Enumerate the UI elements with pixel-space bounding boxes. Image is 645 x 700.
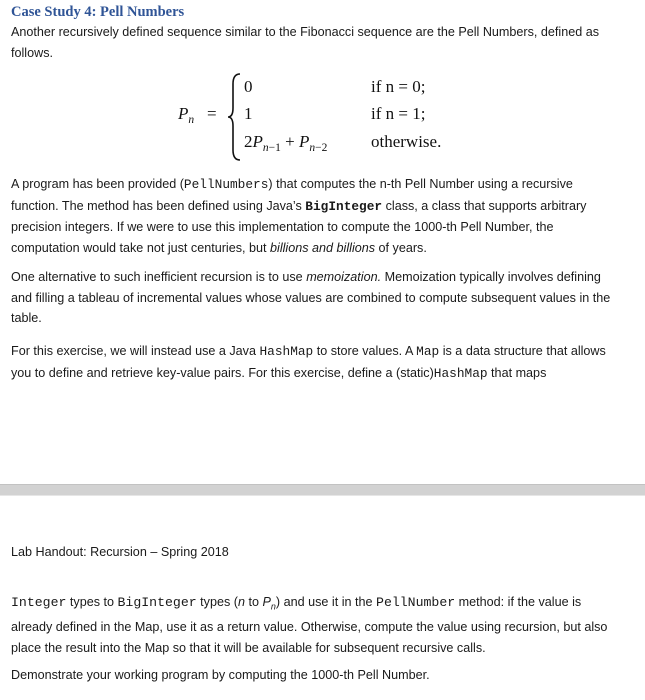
page-break bbox=[0, 484, 645, 496]
paragraph-3: For this exercise, we will instead use a Java HashMap to store values. A Map is a data structure that allows you to define and retrieve key-value pairs. For this exercise, define a (static)HashMap that maps bbox=[11, 344, 606, 381]
intro-paragraph: Another recursively defined sequence similar to the Fibonacci sequence are the Pell Numbers, defined as follows. bbox=[11, 25, 600, 60]
code-pellnumbers: PellNumbers bbox=[183, 177, 269, 192]
code-hashmap-2: HashMap bbox=[433, 365, 488, 381]
paragraph-2: One alternative to such inefficient recursion is to use memoization. Memoization typically involves defining and filling a tableau of incremental values whose values are combined to compute subsequent values in the table. bbox=[11, 270, 611, 325]
page-title: Case Study 4: Pell Numbers bbox=[11, 4, 185, 20]
paragraph-4: Integer types to BigInteger types (n to $P_n$) and use it in the PellNumber method: if the value is already defined in the Map, use it as a return value. Otherwise, compute the value using recursion, but also place the result into the Map so that it will be available for subsequent recursive calls. bbox=[11, 595, 608, 655]
formula-equals: = bbox=[207, 104, 217, 123]
case-value-0: 0 bbox=[244, 77, 253, 96]
code-pellnumber: PellNumber bbox=[376, 595, 456, 610]
code-hashmap: HashMap bbox=[259, 344, 314, 359]
code-biginteger-2: BigInteger bbox=[117, 595, 197, 610]
case-condition-1: if n = 1; bbox=[371, 104, 426, 123]
paragraph-1: A program has been provided (PellNumbers) that computes the n-th Pell Number using a recursive function. The method has been defined using Java’s BigInteger class, a class that supports arbitrary precision integers. If we were to use this implementation to compute the 1000-th Pell Number, the computation would take not just centuries, but billions and billions of years. bbox=[11, 177, 587, 255]
paragraph-5: Demonstrate your working program by computing the 1000-th Pell Number. bbox=[11, 668, 430, 682]
code-map: Map bbox=[416, 344, 440, 359]
code-biginteger: BigInteger bbox=[305, 198, 383, 214]
code-integer: Integer bbox=[11, 595, 67, 610]
case-condition-2: otherwise. bbox=[371, 132, 442, 151]
case-condition-0: if n = 0; bbox=[371, 77, 426, 96]
page-footer: Lab Handout: Recursion – Spring 2018 bbox=[11, 545, 229, 559]
formula-lhs: $P_n$ bbox=[178, 104, 195, 126]
case-value-2: $2P_{n-1} + P_{n-2}$ bbox=[244, 132, 328, 154]
case-value-1: 1 bbox=[244, 104, 253, 123]
left-brace-icon bbox=[226, 72, 244, 162]
